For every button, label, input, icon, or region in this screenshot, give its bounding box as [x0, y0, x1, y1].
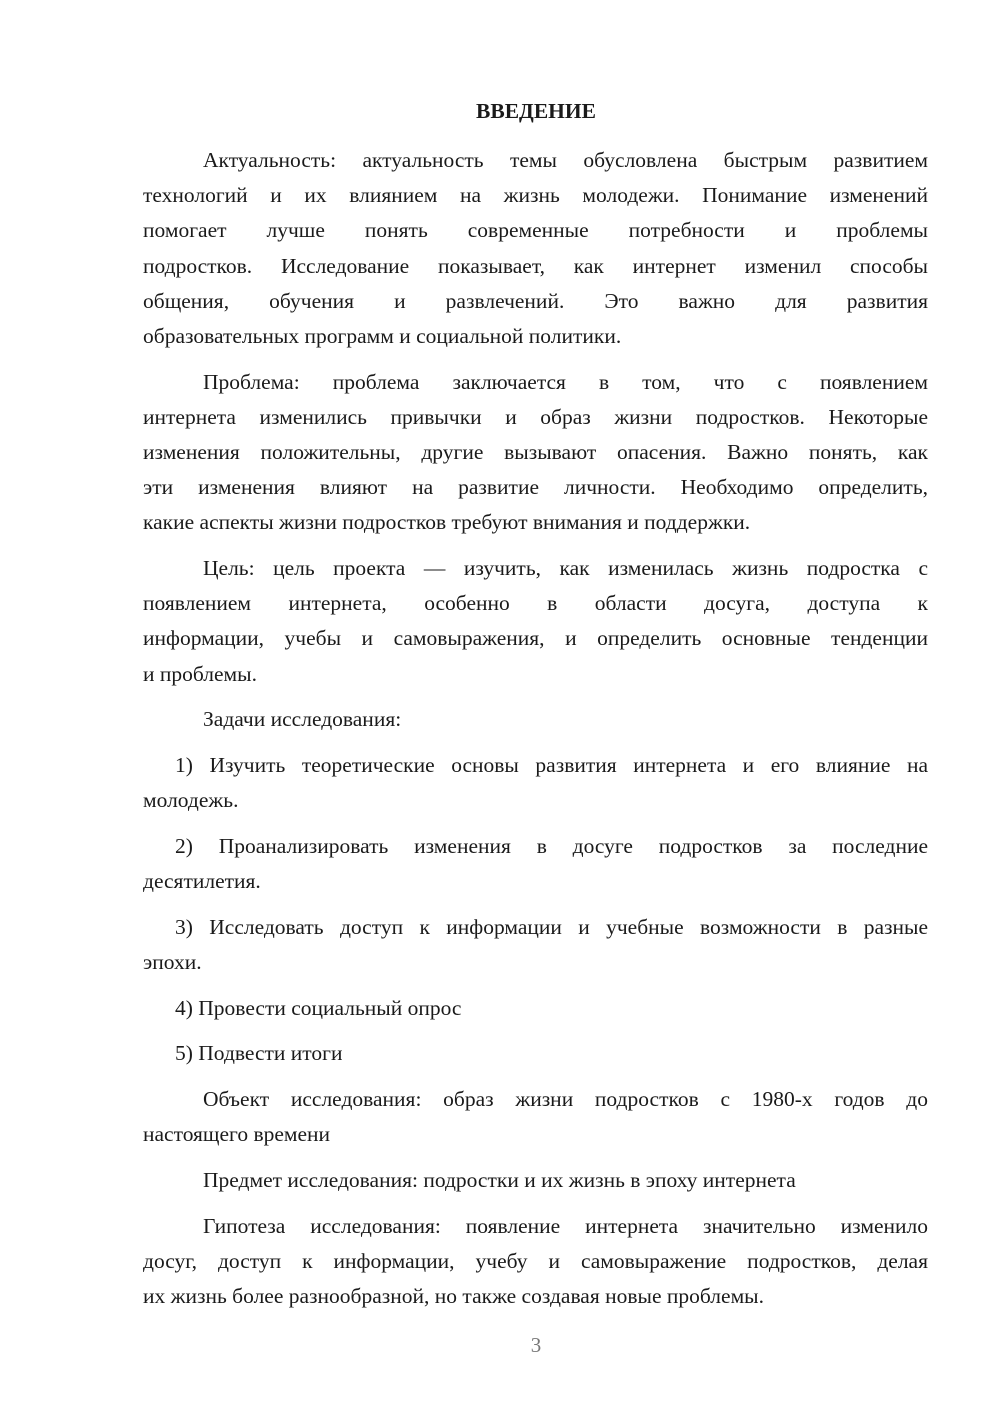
list-item	[143, 748, 928, 818]
page-number: 3	[530, 1333, 542, 1357]
list-item	[143, 910, 928, 980]
text-line: 5) Подвести итоги	[175, 1041, 343, 1066]
text-line: Актуальность: актуальность темы обусловлена быстрым развитием	[203, 148, 928, 172]
text-line: Проблема: проблема заключается в том, что с появлением	[203, 369, 928, 394]
text-line: Предмет исследования: подростки и их жизнь в эпоху интернета	[203, 1167, 796, 1192]
document-body	[143, 143, 928, 1325]
paragraph	[143, 365, 928, 541]
text-line: досуг, доступ к информации, учебу и самовыражение подростков, делая	[143, 1248, 928, 1273]
text-line: эпохи.	[143, 949, 202, 974]
text-line: интернета изменились привычки и образ жизни подростков. Некоторые	[143, 404, 928, 429]
text-line: их жизнь более разнообразной, но также создавая новые проблемы.	[143, 1283, 764, 1308]
text-line: помогает лучше понять современные потребности и проблемы	[143, 218, 928, 243]
text-line: образовательных программ и социальной политики.	[143, 323, 622, 348]
section-title: ВВЕДЕНИЕ	[476, 99, 596, 123]
list-item	[143, 991, 928, 1026]
text-line: молодежь.	[143, 788, 239, 813]
text-line: Цель: цель проекта — изучить, как изменилась жизнь подростка с	[203, 556, 928, 581]
text-line: технологий и их влиянием на жизнь молодежи. Понимание изменений	[143, 183, 928, 208]
paragraph	[143, 1082, 928, 1152]
text-line: подростков. Исследование показывает, как интернет изменил способы	[143, 253, 928, 278]
text-line: десятилетия.	[143, 869, 261, 894]
text-line: появлением интернета, особенно в области досуга, доступа к	[143, 591, 928, 616]
text-line: настоящего времени	[143, 1122, 331, 1147]
list-item	[143, 1036, 928, 1071]
text-line: Объект исследования: образ жизни подростков с 1980-х годов до	[203, 1087, 928, 1111]
paragraph	[143, 551, 928, 692]
text-line: 1) Изучить теоретические основы развития интернета и его влияние на	[175, 753, 928, 777]
list-item	[143, 829, 928, 899]
paragraph	[143, 143, 928, 354]
text-line: 2) Проанализировать изменения в досуге подростков за последние	[175, 833, 928, 858]
text-line: и проблемы.	[143, 661, 257, 686]
text-line: 4) Провести социальный опрос	[175, 995, 462, 1020]
text-line: 3) Исследовать доступ к информации и учебные возможности в разные	[175, 914, 928, 939]
text-line: общения, обучения и развлечений. Это важно для развития	[143, 288, 928, 313]
paragraph	[143, 1163, 928, 1198]
text-line: эти изменения влияют на развитие личности. Необходимо определить,	[143, 475, 928, 500]
paragraph	[143, 1209, 928, 1315]
text-line: информации, учебы и самовыражения, и определить основные тенденции	[143, 626, 928, 651]
text-line: Задачи исследования:	[203, 707, 402, 732]
text-line: Гипотеза исследования: появление интернета значительно изменило	[203, 1213, 928, 1238]
text-line: изменения положительны, другие вызывают опасения. Важно понять, как	[143, 440, 928, 464]
text-line: какие аспекты жизни подростков требуют внимания и поддержки.	[143, 510, 751, 535]
paragraph	[143, 702, 928, 737]
